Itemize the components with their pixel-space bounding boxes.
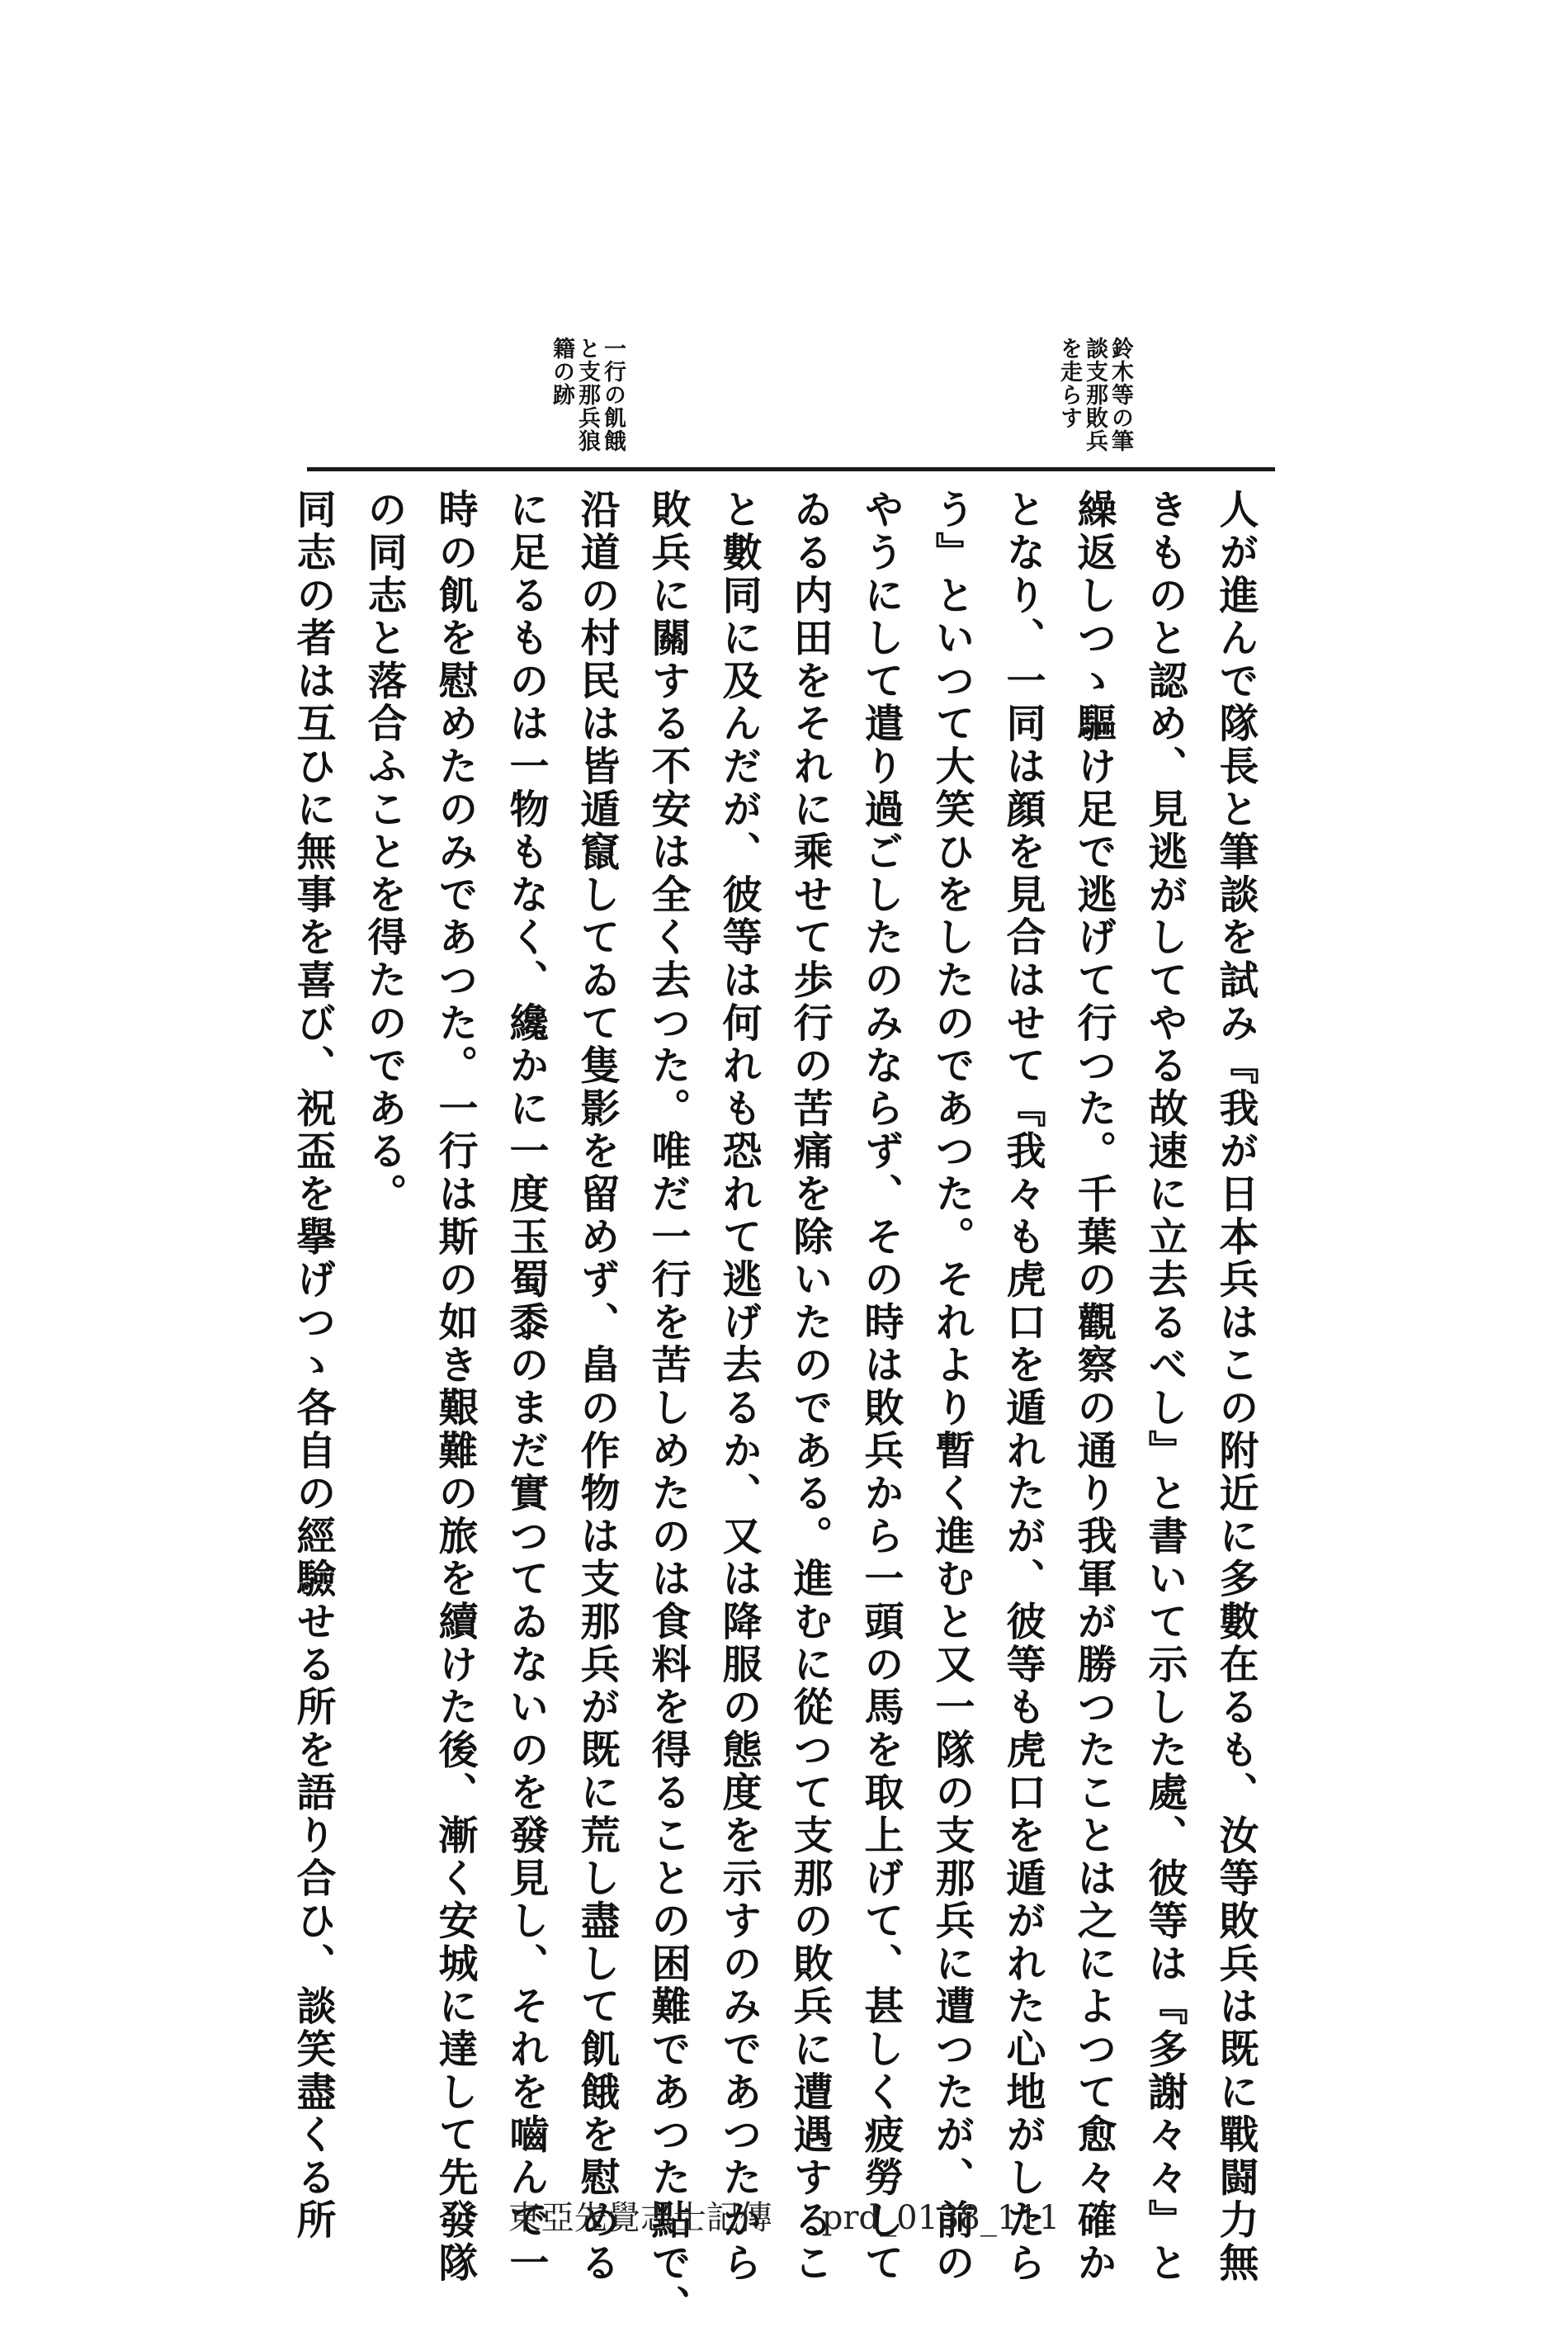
text-line: 同志の者は互ひに無事を喜び、祝盃を擧げつゝ各自の經驗せる所を語り合ひ、談笑盡くる所 (290, 489, 336, 2242)
text-line: に足るものは一物もなく、纔かに一度玉蜀黍のまだ實つてゐないのを發見し、それを嚙んで一 (503, 489, 549, 2285)
text-line: 時の飢を慰めたのみであつた。一行は斯の如き艱難の旅を續けた後、漸く安城に達して先發隊 (432, 489, 478, 2285)
side-note-suzuki-writing: 鈴木等の筆談支那敗兵を走らす (1056, 337, 1133, 452)
text-line: 敗兵に關する不安は全く去つた。唯だ一行を苦しめたのは食料を得ることの困難であつた點で、 (645, 489, 691, 2327)
text-line: 沿道の村民は皆遁竄してゐて隻影を留めず、畠の作物は支那兵が既に荒し盡して飢餓を慰める (574, 489, 620, 2285)
text-line: 繰返しつゝ驅け足で逃げて行つた。千葉の觀察の通り我軍が勝つたことは之によつて愈々確か (1070, 489, 1117, 2285)
text-line: となり、一同は顔を見合はせて『我々も虎口を遁れたが、彼等も虎口を遁がれた心地がしたら (999, 489, 1046, 2285)
footer-book-title: 東亞先覺志士記傳 (508, 2199, 772, 2237)
footer-page-id: prd_0138_111 (821, 2199, 1060, 2237)
text-line: きものと認め、見逃がしてやる故速に立去るべし』と書いて示した處、彼等は『多謝々々』と (1141, 489, 1188, 2285)
text-line: と數同に及んだが、彼等は何れも恐れて逃げ去るか、又は降服の態度を示すのみであつたから (716, 489, 762, 2285)
text-line: の同志と落合ふことを得たのである。 (361, 489, 407, 1216)
page-footer (0, 2192, 1568, 2239)
text-line: う』といつて大笑ひをしたのであつた。それより暫く進むと又一隊の支那兵に遭つたが、前の (928, 489, 975, 2285)
text-line: やうにして遣り過ごしたのみならず、その時は敗兵から一頭の馬を取上げて、甚しく疲勞して (857, 489, 904, 2285)
text-line: 人が進んで隊長と筆談を試み『我が日本兵はこの附近に多數在るも、汝等敗兵は既に戰闘力無 (1212, 489, 1259, 2285)
header-rule (307, 467, 1275, 471)
side-note-hunger-and-traces: 一行の飢餓と支那兵狼籍の跡 (549, 337, 626, 452)
text-line: ゐる内田をそれに乘せて歩行の苦痛を除いたのである。進むに從つて支那の敗兵に遭遇するこ (786, 489, 833, 2285)
